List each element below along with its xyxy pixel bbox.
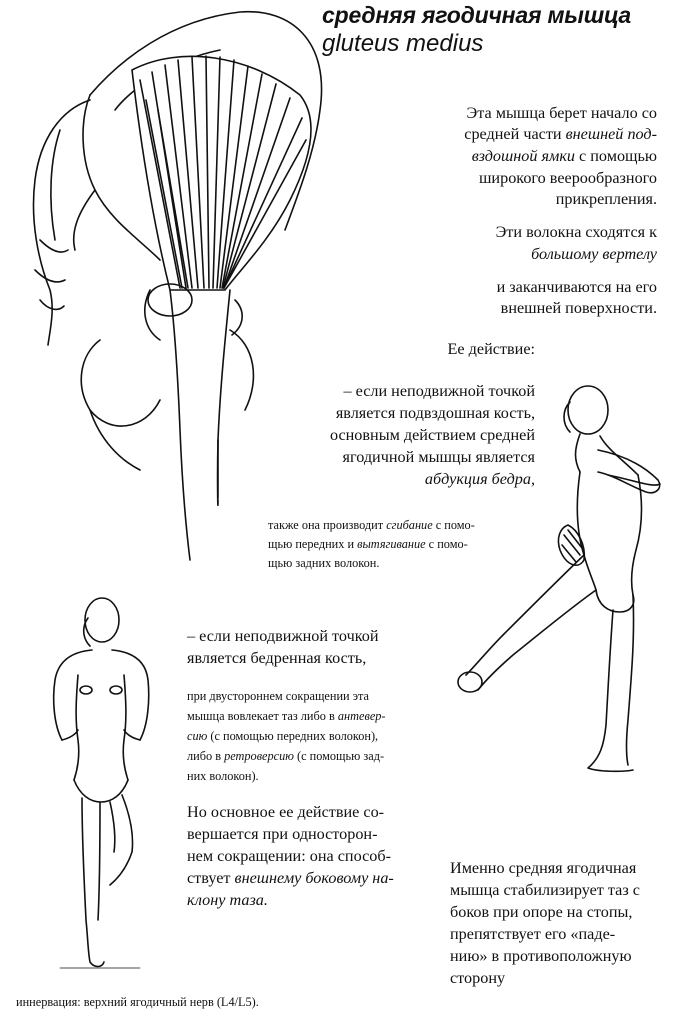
figure-leg-abduction	[448, 380, 673, 780]
latin-title: gluteus medius	[322, 30, 484, 57]
origin-line-1: Эта мышца берет начало со	[466, 104, 657, 122]
stabilize-line-2: мышца стабилизирует таз с	[450, 881, 640, 899]
flexion-line-3: щью задних волокон.	[268, 556, 380, 570]
fixed-hip-line-4: ягодичной мышцы является	[342, 448, 535, 466]
bilateral-line-2: мышца вовлекает таз либо в антевер-	[187, 709, 386, 723]
unilateral-line-2: вершается при односторон-	[187, 825, 378, 843]
stabilize-line-4: препятствует его «паде-	[450, 925, 616, 943]
fixed-hip-line-1: – если неподвижной точкой	[343, 382, 535, 400]
stabilize-line-6: сторону	[450, 969, 506, 987]
bilateral-line-4: либо в ретроверсию (с помощью зад-	[187, 749, 385, 763]
stabilize-line-5: нию» в противоположную	[450, 947, 632, 965]
unilateral-line-1: Но основное ее действие со-	[187, 803, 385, 821]
origin-line-2: средней части внешней под-	[464, 125, 657, 143]
origin-line-5: прикрепления.	[555, 190, 657, 208]
action-heading: Ее действие:	[447, 340, 535, 358]
page-title: средняя ягодичная мышца	[322, 2, 631, 28]
unilateral-line-5: клону таза.	[187, 891, 268, 909]
fixed-femur-line-1: – если неподвижной точкой	[187, 627, 379, 645]
fixed-femur-line-2: является бедренная кость,	[187, 649, 367, 667]
unilateral-line-4: ствует внешнему боковому на-	[187, 869, 394, 887]
fixed-hip-line-2: является подвздошная кость,	[335, 404, 535, 422]
end-line-1: и заканчиваются на его	[496, 278, 657, 296]
origin-line-3: вздошной ямки с помощью	[471, 147, 657, 165]
stabilize-line-1: Именно средняя ягодичная	[450, 859, 637, 877]
fixed-hip-line-5: абдукция бедра,	[424, 470, 535, 488]
pelvis-muscle-illustration	[20, 0, 340, 565]
figure-pelvis-tilt	[30, 590, 170, 980]
innervation-note: иннервация: верхний ягодичный нерв (L4/L5).	[16, 995, 259, 1009]
origin-line-4: широкого веерообразного	[478, 169, 657, 187]
flexion-line-2: щью передних и вытягивание с помо-	[268, 537, 468, 551]
stabilize-line-3: боков при опоре на стопы,	[450, 903, 633, 921]
unilateral-line-3: нем сокращении: она способ-	[187, 847, 391, 865]
bilateral-line-1: при двустороннем сокращении эта	[187, 689, 369, 703]
converge-line-1: Эти волокна сходятся к	[495, 223, 657, 241]
end-line-2: внешней поверхности.	[500, 299, 657, 317]
bilateral-line-5: них волокон).	[187, 769, 259, 783]
fixed-hip-line-3: основным действием средней	[329, 426, 535, 444]
converge-line-2: большому вертелу	[531, 245, 657, 263]
bilateral-line-3: сию (с помощью передних волокон),	[187, 729, 379, 743]
flexion-line-1: также она производит сгибание с помо-	[268, 518, 475, 532]
